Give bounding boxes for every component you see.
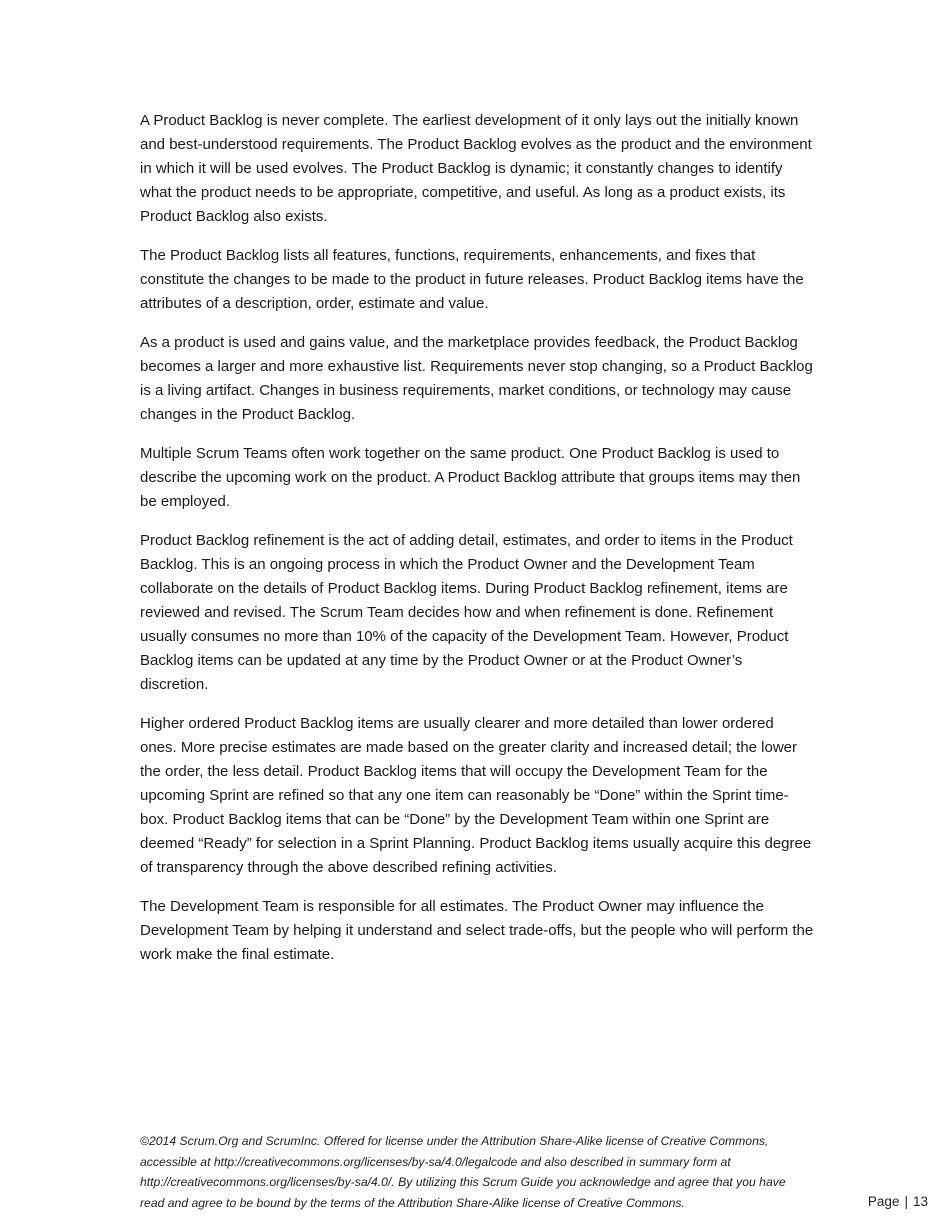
page-separator: | [904,1194,908,1209]
page-number [868,1192,928,1212]
page-label: Page [867,1194,900,1209]
document-body [140,109,814,982]
license-footnote: ©2014 Scrum.Org and ScrumInc. Offered for license under the Attribution Share-Alike license of Creative Commons, accessible at http://creativecommons.org/licenses/by-sa/4.0/legalcode and also described in summary form at http://creativecommons.org/licenses/by-sa/4.0/. By utilizing this Scrum Guide you acknowledge and agree that you have read and agree to be bound by the terms of the Attribution Share-Alike license of Creative Commons. [140,1134,786,1210]
paragraph-higher-ordered-items: Higher ordered Product Backlog items are usually clearer and more detailed than lower ordered ones. More precise estimates are made based on the greater clarity and increased detail; the lower the order, the less detail. Product Backlog items that will occupy the Development Team for the upcoming Sprint are refined so that any one item can reasonably be “Done” within the Sprint time-box. Product Backlog items that can be “Done” by the Development Team within one Sprint are deemed “Ready” for selection in a Sprint Planning. Product Backlog items usually acquire this degree of transparency through the above described refining activities. [140,715,812,876]
page-number-value: 13 [912,1194,928,1209]
paragraph-backlog-lists-features: The Product Backlog lists all features, functions, requirements, enhancements, and fixes that constitute the changes to be made to the product in future releases. Product Backlog items have the attributes of a description, order, estimate and value. [140,247,804,312]
paragraph-multiple-scrum-teams: Multiple Scrum Teams often work together on the same product. One Product Backlog is used to describe the upcoming work on the product. A Product Backlog attribute that groups items may then be employed. [140,445,801,510]
paragraph-backlog-living-artifact: As a product is used and gains value, and the marketplace provides feedback, the Product Backlog becomes a larger and more exhaustive list. Requirements never stop changing, so a Product Backlog is a living artifact. Changes in business requirements, market conditions, or technology may cause changes in the Product Backlog. [140,334,813,423]
paragraph-backlog-never-complete: A Product Backlog is never complete. The earliest development of it only lays out the initially known and best-understood requirements. The Product Backlog evolves as the product and the environment in which it will be used evolves. The Product Backlog is dynamic; it constantly changes to identify what the product needs to be appropriate, competitive, and useful. As long as a product exists, its Product Backlog also exists. [140,112,812,225]
paragraph-development-team-estimates: The Development Team is responsible for all estimates. The Product Owner may influence the Development Team by helping it understand and select trade-offs, but the people who will perform the work make the final estimate. [140,898,814,963]
paragraph-backlog-refinement: Product Backlog refinement is the act of adding detail, estimates, and order to items in the Product Backlog. This is an ongoing process in which the Product Owner and the Development Team collaborate on the details of Product Backlog items. During Product Backlog refinement, items are reviewed and revised. The Scrum Team decides how and when refinement is done. Refinement usually consumes no more than 10% of the capacity of the Development Team. However, Product Backlog items can be updated at any time by the Product Owner or at the Product Owner’s discretion. [140,532,793,693]
